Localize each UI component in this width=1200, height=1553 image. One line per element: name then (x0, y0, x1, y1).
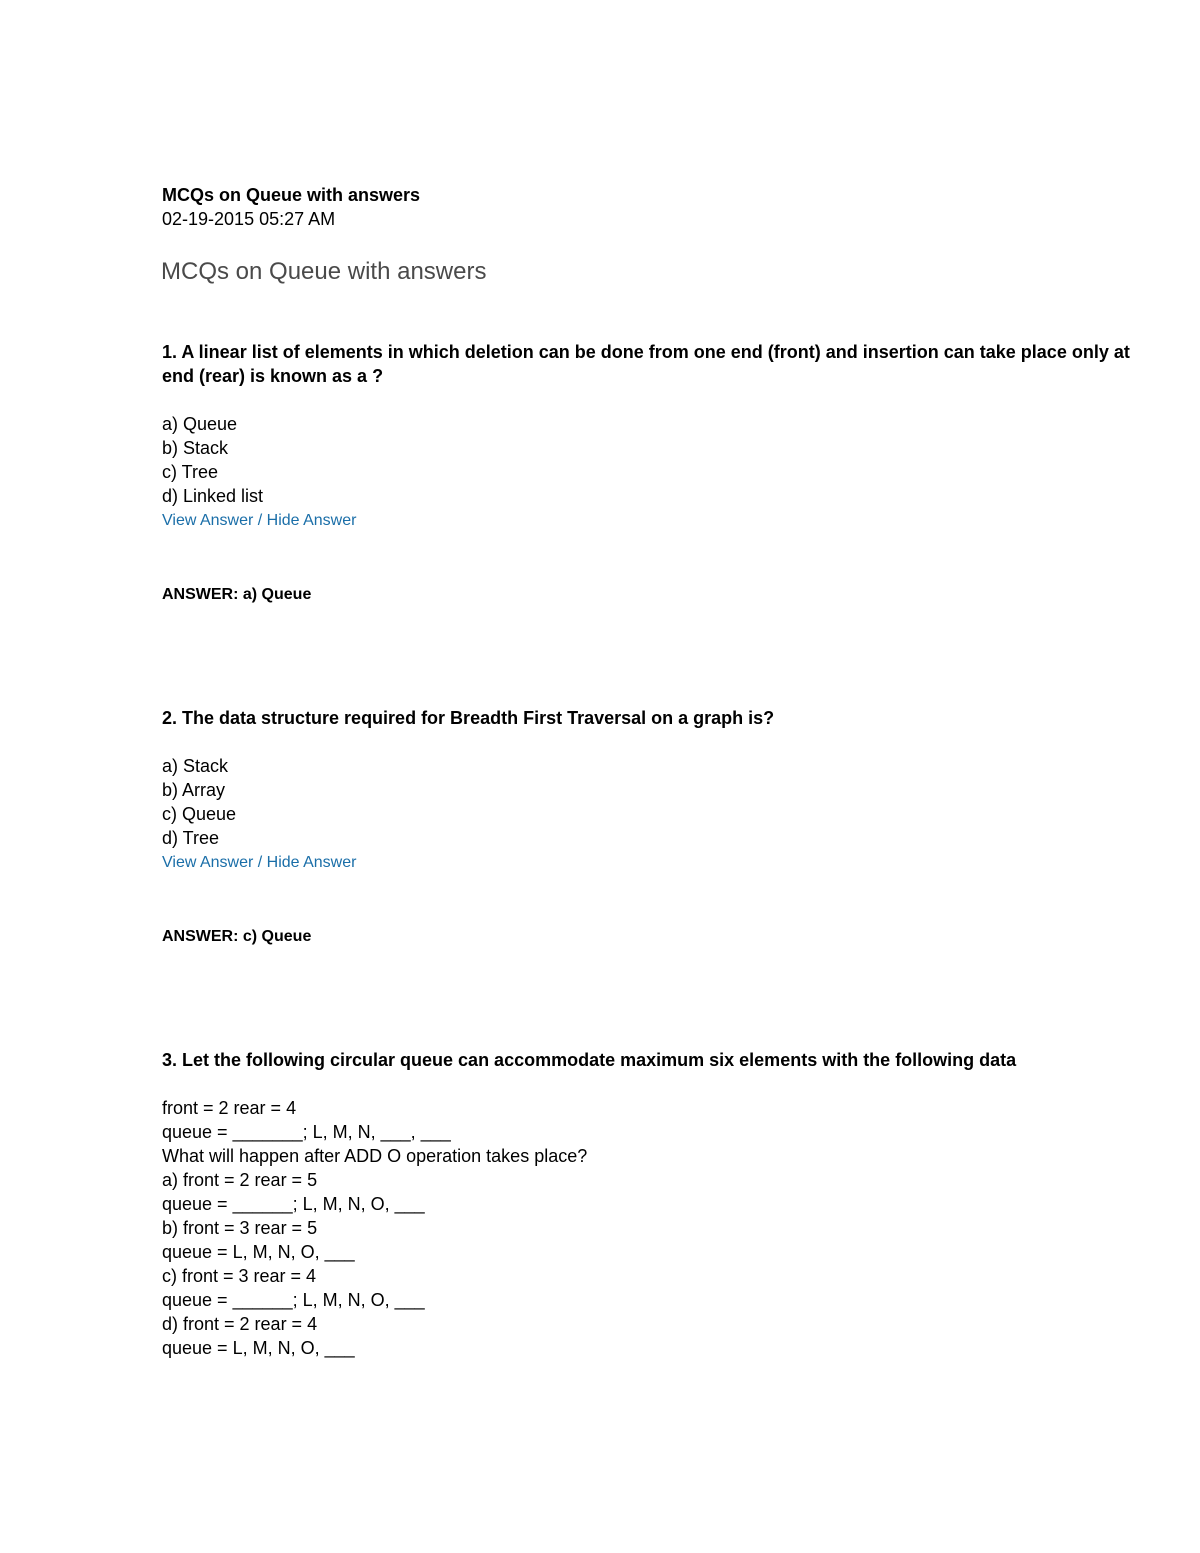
q3-line: queue = ______; L, M, N, O, ___ (162, 1290, 425, 1310)
page-heading: MCQs on Queue with answers (161, 258, 487, 285)
option-b: b) Array (162, 780, 226, 800)
q3-line: queue = ______; L, M, N, O, ___ (162, 1194, 425, 1214)
option-d: d) front = 2 rear = 4 (162, 1314, 318, 1334)
question-3-text: 3. Let the following circular queue can accommodate maximum six elements with the following data (162, 1050, 1017, 1070)
answer-2: ANSWER: c) Queue (162, 928, 312, 945)
option-c: c) front = 3 rear = 4 (162, 1266, 317, 1286)
question-1-options (162, 412, 263, 508)
option-d: d) Tree (162, 828, 220, 848)
option-a: a) front = 2 rear = 5 (162, 1170, 318, 1190)
answer-1: ANSWER: a) Queue (162, 586, 312, 603)
option-d: d) Linked list (162, 486, 264, 506)
q3-line: queue = L, M, N, O, ___ (162, 1242, 355, 1262)
q3-line: front = 2 rear = 4 (162, 1098, 297, 1118)
view-hide-answer-link-2[interactable]: View Answer / Hide Answer (162, 854, 357, 871)
option-a: a) Queue (162, 414, 238, 434)
option-b: b) front = 3 rear = 5 (162, 1218, 318, 1238)
option-c: c) Queue (162, 804, 237, 824)
q3-line: queue = _______; L, M, N, ___, ___ (162, 1122, 451, 1142)
q3-line: queue = L, M, N, O, ___ (162, 1338, 355, 1358)
question-3-body (162, 1096, 587, 1360)
doc-title: MCQs on Queue with answers (162, 185, 421, 205)
option-c: c) Tree (162, 462, 219, 482)
question-1-text-line2: end (rear) is known as a ? (162, 366, 384, 386)
question-1-text-line1: 1. A linear list of elements in which deletion can be done from one end (front) and insertion can take place only at (162, 342, 1130, 362)
view-hide-answer-link-1[interactable]: View Answer / Hide Answer (162, 512, 357, 529)
doc-datetime: 02-19-2015 05:27 AM (162, 209, 336, 229)
option-b: b) Stack (162, 438, 229, 458)
q3-line: What will happen after ADD O operation takes place? (162, 1146, 588, 1166)
question-2-text: 2. The data structure required for Breadth First Traversal on a graph is? (162, 708, 775, 728)
question-2-options (162, 754, 236, 850)
option-a: a) Stack (162, 756, 229, 776)
